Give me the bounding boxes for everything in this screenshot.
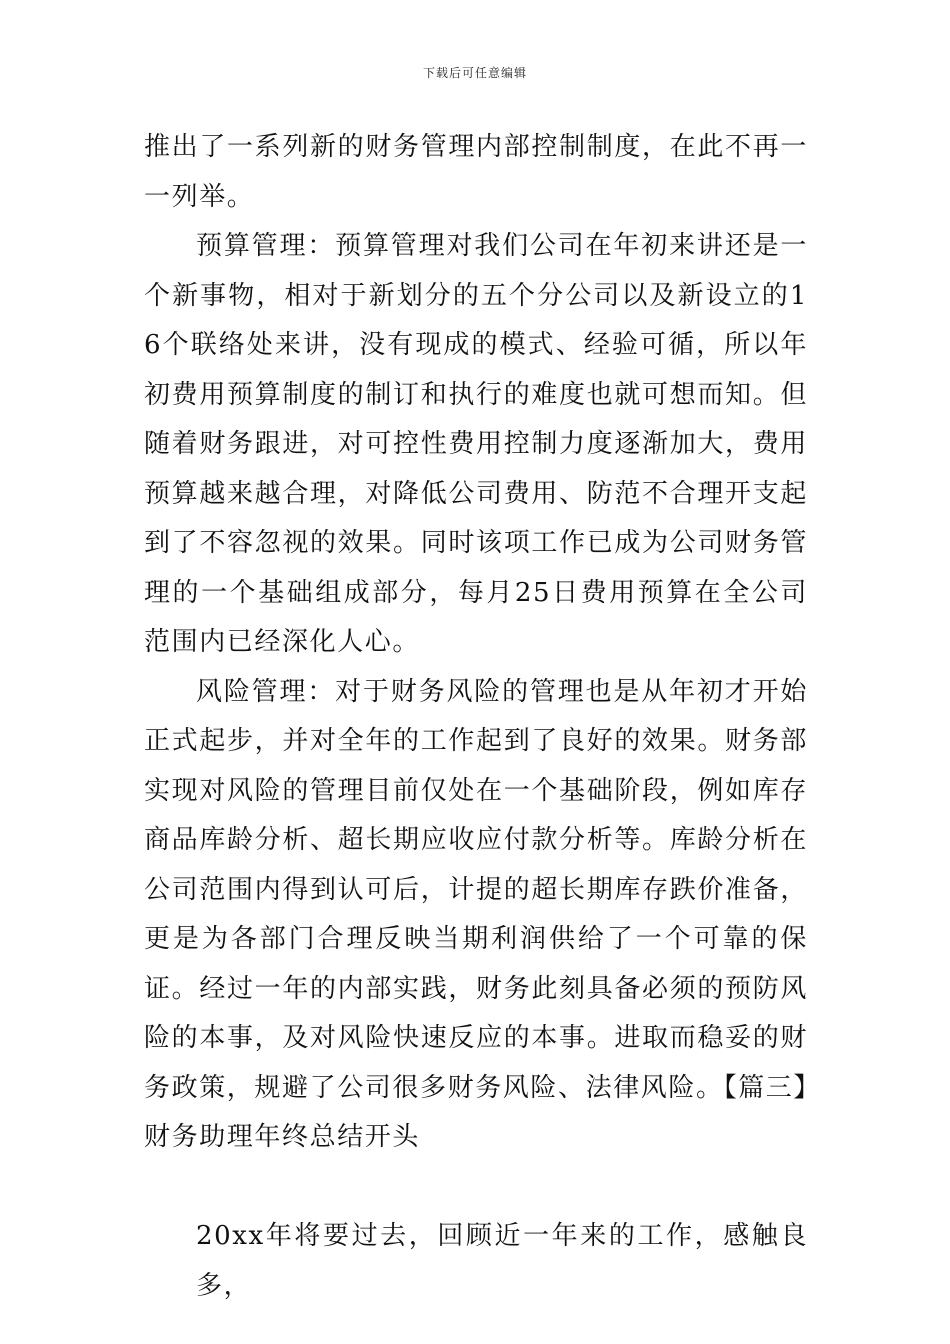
document-body [144,123,808,1311]
paragraph-continuation: 推出了一系列新的财务管理内部控制制度，在此不再一一列举。 [144,132,808,212]
paragraph-budget-management: 预算管理：预算管理对我们公司在年初来讲还是一个新事物，相对于新划分的五个分公司以及新设立的16个联络处来讲，没有现成的模式、经验可循，所以年初费用预算制度的制订和执行的难度也就可想而知。但随着财务跟进，对可控性费用控制力度逐渐加大，费用预算越来越合理，对降低公司费用、防范不合理开支起到了不容忽视的效果。同时该项工作已成为公司财务管理的一个基础组成部分，每月25日费用预算在全公司范围内已经深化人心。 [144,231,808,657]
paragraph-year-review: 20xx年将要过去，回顾近一年来的工作，感触良多， [196,1221,808,1301]
page-header-note: 下载后可任意编辑 [422,66,527,80]
paragraph-gap [144,1163,808,1213]
paragraph-risk-management: 风险管理：对于财务风险的管理也是从年初才开始正式起步，并对全年的工作起到了良好的效果。财务部实现对风险的管理目前仅处在一个基础阶段，例如库存商品库龄分析、超长期应收应付款分析等。库龄分析在公司范围内得到认可后，计提的超长期库存跌价准备，更是为各部门合理反映当期利润供给了一个可靠的保证。经过一年的内部实践，财务此刻具备必须的预防风险的本事，及对风险快速反应的本事。进取而稳妥的财务政策，规避了公司很多财务风险、法律风险。【篇三】财务助理年终总结开头 [144,676,809,1152]
